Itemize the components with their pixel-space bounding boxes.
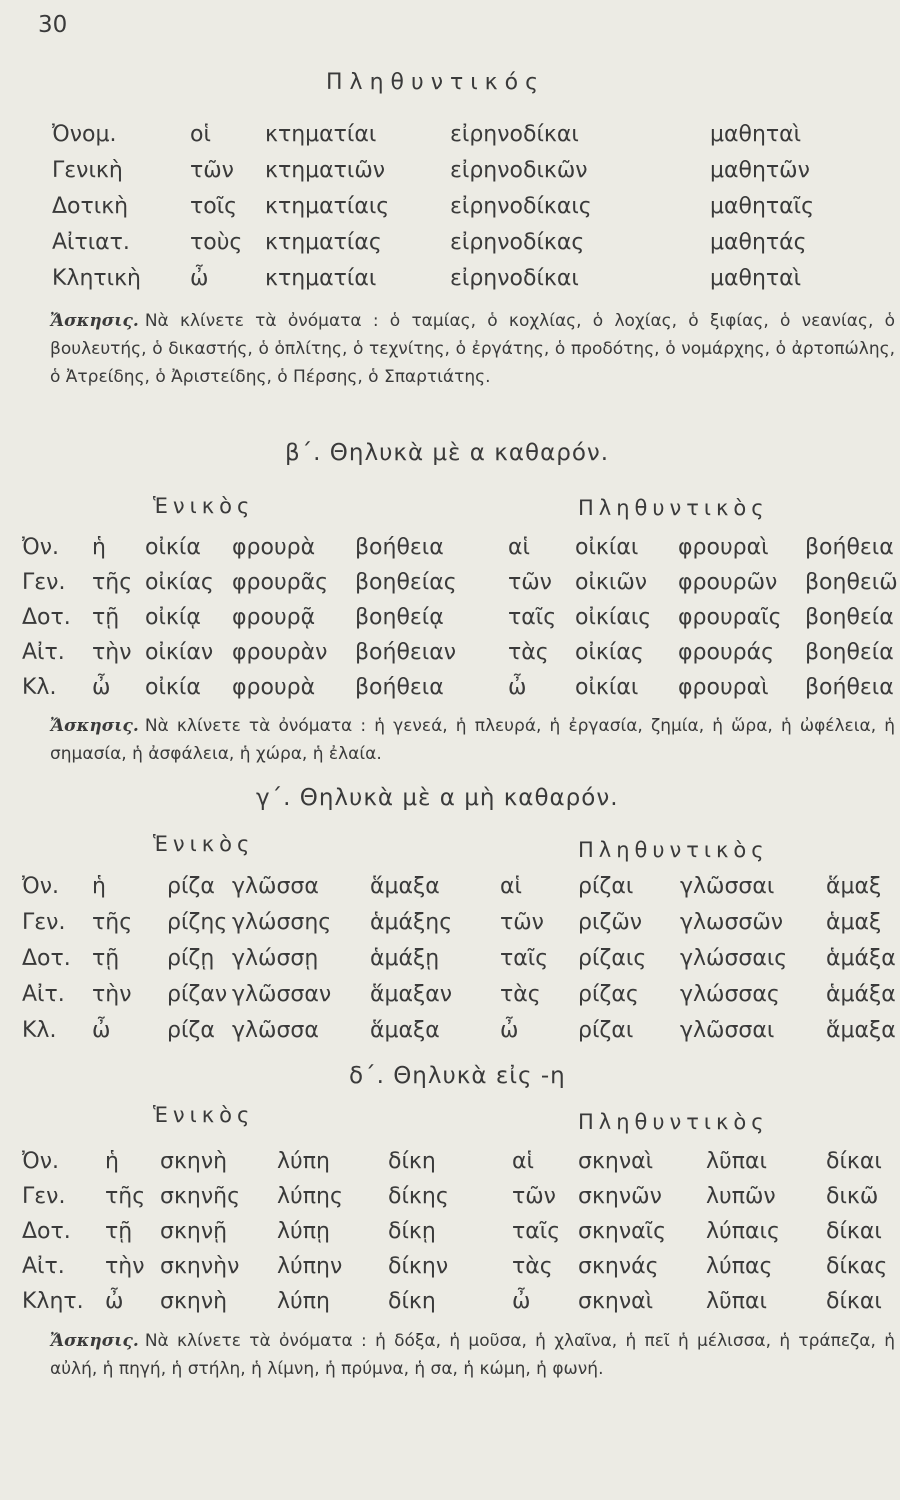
case-label: Δοτικὴ <box>52 194 129 219</box>
case-label: Γεν. <box>22 1184 66 1209</box>
declension-form: γλῶσσαι <box>680 1018 775 1043</box>
section-b-title: β΄. Θηλυκὰ μὲ α καθαρόν. <box>285 440 610 466</box>
declension-form: τῶν <box>508 570 552 595</box>
declension-form: μαθηταῖς <box>710 194 815 219</box>
declension-form: ἁμάξα <box>826 982 896 1007</box>
declension-form: σκηναὶ <box>578 1149 654 1174</box>
declension-form: σκηναὶ <box>578 1289 654 1314</box>
declension-form: σκηνὴ <box>160 1289 228 1314</box>
exercise-3 <box>50 1327 895 1383</box>
case-label: Γεν. <box>22 570 66 595</box>
declension-form: βοήθεια <box>805 675 894 700</box>
declension-form: δίκην <box>388 1254 449 1279</box>
case-label: Δοτ. <box>22 1219 71 1244</box>
declension-form: φρουραὶ <box>678 535 769 560</box>
declension-form: βοήθειαν <box>355 640 457 665</box>
declension-form: δίκης <box>388 1184 449 1209</box>
case-label: Κλ. <box>22 1018 57 1043</box>
declension-form: δίκη <box>388 1149 436 1174</box>
declension-form: λῦπαι <box>706 1289 767 1314</box>
declension-form: δίκῃ <box>388 1219 436 1244</box>
case-label: Γενικὴ <box>52 158 123 183</box>
declension-form: γλώσσῃ <box>232 946 319 971</box>
declension-form: κτηματίαις <box>265 194 390 219</box>
declension-form: αἱ <box>512 1149 534 1174</box>
declension-form: λύπη <box>277 1289 330 1314</box>
exercise-2 <box>50 712 895 768</box>
declension-form: τῶν <box>500 910 544 935</box>
declension-form: τὰς <box>508 640 549 665</box>
declension-form: γλώσσαις <box>680 946 788 971</box>
declension-form: γλῶσσα <box>232 874 319 899</box>
declension-form: ρίζα <box>167 874 215 899</box>
declension-form: αἱ <box>500 874 522 899</box>
declension-form: τοὺς <box>190 230 243 255</box>
declension-form: γλῶσσαν <box>232 982 332 1007</box>
case-label: Αἰτ. <box>22 982 65 1007</box>
exercise-1 <box>50 307 895 391</box>
declension-form: λῦπαι <box>706 1149 767 1174</box>
case-label: Αἰτιατ. <box>52 230 130 255</box>
declension-form: γλῶσσαι <box>680 874 775 899</box>
declension-form: σκηνὴ <box>160 1149 228 1174</box>
declension-form: εἰρηνοδίκαις <box>450 194 592 219</box>
declension-form: μαθηταὶ <box>710 266 802 291</box>
declension-form: φρουρὰν <box>232 640 328 665</box>
declension-form: τῆς <box>105 1184 146 1209</box>
declension-form: ἅμαξαν <box>370 982 453 1007</box>
declension-form: ἁμάξης <box>370 910 453 935</box>
case-label: Κλ. <box>22 675 57 700</box>
exercise-text: Νὰ κλίνετε τὰ ὀνόματα : ἡ γενεά, ἡ πλευρά, ἡ ἐργασία, ζημία, ἡ ὥρα, ἡ ὠφέλεια, ἡ σημασία, ἡ ἀσφάλεια, ἡ χώρα, ἡ ἐλαία. <box>50 716 895 764</box>
declension-form: ρίζαι <box>578 1018 634 1043</box>
declension-form: δίκη <box>388 1289 436 1314</box>
declension-form: οἰκιῶν <box>575 570 648 595</box>
section-b-plural-heading: Πληθυντικὸς <box>578 496 769 520</box>
case-label: Δοτ. <box>22 605 71 630</box>
declension-form: σκηναῖς <box>578 1219 666 1244</box>
declension-form: δίκαι <box>826 1149 882 1174</box>
case-label: Αἰτ. <box>22 1254 65 1279</box>
declension-form: τὰς <box>500 982 541 1007</box>
declension-form: βοηθειῶ <box>805 570 898 595</box>
declension-form: ὦ <box>105 1289 124 1314</box>
declension-form: σκηνῇ <box>160 1219 228 1244</box>
declension-form: ὦ <box>190 266 209 291</box>
declension-form: ρίζῃ <box>167 946 215 971</box>
exercise-text: Νὰ κλίνετε τὰ ὀνόματα : ἡ δόξα, ἡ μοῦσα, ἡ χλαῖνα, ἡ πεῖ ἡ μέλισσα, ἡ τράπεζα, ἡ αὐλή, ἡ πηγή, ἡ στήλη, ἡ λίμνη, ἡ πρύμνα, ἡ σα, ἡ κώμη, ἡ φωνή. <box>50 1331 895 1379</box>
declension-form: δίκαι <box>826 1219 882 1244</box>
declension-form: σκηνὴν <box>160 1254 240 1279</box>
declension-form: μαθητάς <box>710 230 807 255</box>
declension-form: ἁμάξῃ <box>370 946 440 971</box>
declension-form: τοῖς <box>190 194 238 219</box>
case-label: Γεν. <box>22 910 66 935</box>
page-number: 30 <box>38 12 68 38</box>
declension-form: ἡ <box>92 874 106 899</box>
declension-form: ὦ <box>92 675 111 700</box>
declension-form: ἅμαξα <box>370 1018 440 1043</box>
declension-form: φρουρᾷ <box>232 605 316 630</box>
declension-form: οἰκίαι <box>575 675 639 700</box>
declension-form: λύπας <box>706 1254 773 1279</box>
declension-form: τῇ <box>92 605 120 630</box>
declension-form: βοήθεια <box>805 535 894 560</box>
exercise-label: Ἄσκησις. <box>50 311 139 331</box>
exercise-label: Ἄσκησις. <box>50 716 139 736</box>
declension-form: ρίζαι <box>578 874 634 899</box>
declension-form: λύπη <box>277 1149 330 1174</box>
declension-form: τῆς <box>92 910 133 935</box>
declension-form: ταῖς <box>512 1219 561 1244</box>
declension-form: τὴν <box>92 640 132 665</box>
declension-form: κτηματίαι <box>265 266 377 291</box>
declension-form: δικῶ <box>826 1184 879 1209</box>
declension-form: οἱ <box>190 122 211 147</box>
section-c-singular-heading: Ἑνικὸς <box>153 832 255 856</box>
declension-form: φρουραὶ <box>678 675 769 700</box>
exercise-label: Ἄσκησις. <box>50 1331 139 1351</box>
case-label: Κλητικὴ <box>52 266 141 291</box>
case-label: Ὀν. <box>22 535 59 560</box>
declension-form: ρίζα <box>167 1018 215 1043</box>
declension-form: σκηνῆς <box>160 1184 240 1209</box>
declension-form: εἰρηνοδίκαι <box>450 266 579 291</box>
section-d-title: δ΄. Θηλυκὰ εἰς -η <box>349 1063 566 1089</box>
declension-form: τὴν <box>105 1254 145 1279</box>
declension-form: μαθηταὶ <box>710 122 802 147</box>
declension-form: ὦ <box>500 1018 519 1043</box>
declension-form: σκηνάς <box>578 1254 659 1279</box>
declension-form: οἰκίαις <box>575 605 652 630</box>
declension-form: βοηθεία <box>805 640 894 665</box>
declension-form: ταῖς <box>500 946 549 971</box>
declension-form: ὦ <box>92 1018 111 1043</box>
declension-form: ὦ <box>508 675 527 700</box>
declension-form: φρουράς <box>678 640 775 665</box>
declension-form: δίκας <box>826 1254 888 1279</box>
declension-form: βοηθεία <box>805 605 894 630</box>
section-d-plural-heading: Πληθυντικὸς <box>578 1110 769 1134</box>
declension-form: τὰς <box>512 1254 553 1279</box>
declension-form: κτηματιῶν <box>265 158 386 183</box>
declension-form: τῶν <box>512 1184 556 1209</box>
declension-form: κτηματίας <box>265 230 382 255</box>
plural-heading: Πληθυντικός <box>326 70 546 95</box>
declension-form: οἰκίαν <box>145 640 214 665</box>
declension-form: τὴν <box>92 982 132 1007</box>
declension-form: βοηθείας <box>355 570 457 595</box>
declension-form: ἅμαξ <box>826 874 882 899</box>
section-b-singular-heading: Ἑνικὸς <box>153 494 255 518</box>
declension-form: ἁμαξ <box>826 910 882 935</box>
declension-form: οἰκία <box>145 675 201 700</box>
case-label: Ὀν. <box>22 874 59 899</box>
declension-form: γλωσσῶν <box>680 910 784 935</box>
declension-form: φρουρῶν <box>678 570 778 595</box>
declension-form: τῇ <box>105 1219 133 1244</box>
declension-form: ἅμαξα <box>826 1018 896 1043</box>
declension-form: εἰρηνοδικῶν <box>450 158 588 183</box>
declension-form: λυπῶν <box>706 1184 776 1209</box>
case-label: Δοτ. <box>22 946 71 971</box>
declension-form: δίκαι <box>826 1289 882 1314</box>
declension-form: οἰκία <box>145 535 201 560</box>
declension-form: ἅμαξα <box>370 874 440 899</box>
section-c-title: γ΄. Θηλυκὰ μὲ α μὴ καθαρόν. <box>256 785 619 811</box>
declension-form: φρουρᾶς <box>232 570 329 595</box>
declension-form: ριζῶν <box>578 910 643 935</box>
section-d-singular-heading: Ἑνικὸς <box>153 1103 255 1127</box>
declension-form: τῶν <box>190 158 234 183</box>
declension-form: εἰρηνοδίκαι <box>450 122 579 147</box>
declension-form: λύπῃ <box>277 1219 330 1244</box>
section-c-plural-heading: Πληθυντικὸς <box>578 838 769 862</box>
declension-form: γλῶσσα <box>232 1018 319 1043</box>
declension-form: φρουρὰ <box>232 675 316 700</box>
declension-form: λύπαις <box>706 1219 780 1244</box>
case-label: Κλητ. <box>22 1289 84 1314</box>
declension-form: ρίζας <box>578 982 639 1007</box>
declension-form: βοήθεια <box>355 675 444 700</box>
declension-form: ρίζης <box>167 910 228 935</box>
declension-form: βοήθεια <box>355 535 444 560</box>
declension-form: οἰκίᾳ <box>145 605 201 630</box>
declension-form: λύπης <box>277 1184 343 1209</box>
case-label: Ὀν. <box>22 1149 59 1174</box>
declension-form: οἰκίας <box>575 640 644 665</box>
declension-form: κτηματίαι <box>265 122 377 147</box>
declension-form: ρίζαις <box>578 946 647 971</box>
declension-form: αἱ <box>508 535 530 560</box>
declension-form: ὦ <box>512 1289 531 1314</box>
declension-form: ρίζαν <box>167 982 228 1007</box>
declension-form: γλώσσας <box>680 982 780 1007</box>
declension-form: λύπην <box>277 1254 343 1279</box>
declension-form: σκηνῶν <box>578 1184 662 1209</box>
declension-form: ἁμάξα <box>826 946 896 971</box>
declension-form: φρουρὰ <box>232 535 316 560</box>
declension-form: μαθητῶν <box>710 158 810 183</box>
declension-form: οἰκίας <box>145 570 214 595</box>
declension-form: εἰρηνοδίκας <box>450 230 585 255</box>
declension-form: ἡ <box>92 535 106 560</box>
declension-form: ἡ <box>105 1149 119 1174</box>
declension-form: φρουραῖς <box>678 605 782 630</box>
case-label: Αἰτ. <box>22 640 65 665</box>
declension-form: οἰκίαι <box>575 535 639 560</box>
declension-form: τῆς <box>92 570 133 595</box>
case-label: Ὀνομ. <box>52 122 117 147</box>
exercise-text: Νὰ κλίνετε τὰ ὀνόματα : ὁ ταμίας, ὁ κοχλίας, ὁ λοχίας, ὁ ξιφίας, ὁ νεανίας, ὁ βουλευτής, ὁ δικαστής, ὁ ὁπλίτης, ὁ τεχνίτης, ὁ ἐργάτης, ὁ προδότης, ὁ νομάρχης, ὁ ἀρτοπώλης, ὁ Ἀτρείδης, ὁ Ἀριστείδης, ὁ Πέρσης, ὁ Σπαρτιάτης. <box>50 311 895 387</box>
declension-form: γλώσσης <box>232 910 332 935</box>
declension-form: βοηθείᾳ <box>355 605 444 630</box>
declension-form: ταῖς <box>508 605 557 630</box>
declension-form: τῇ <box>92 946 120 971</box>
